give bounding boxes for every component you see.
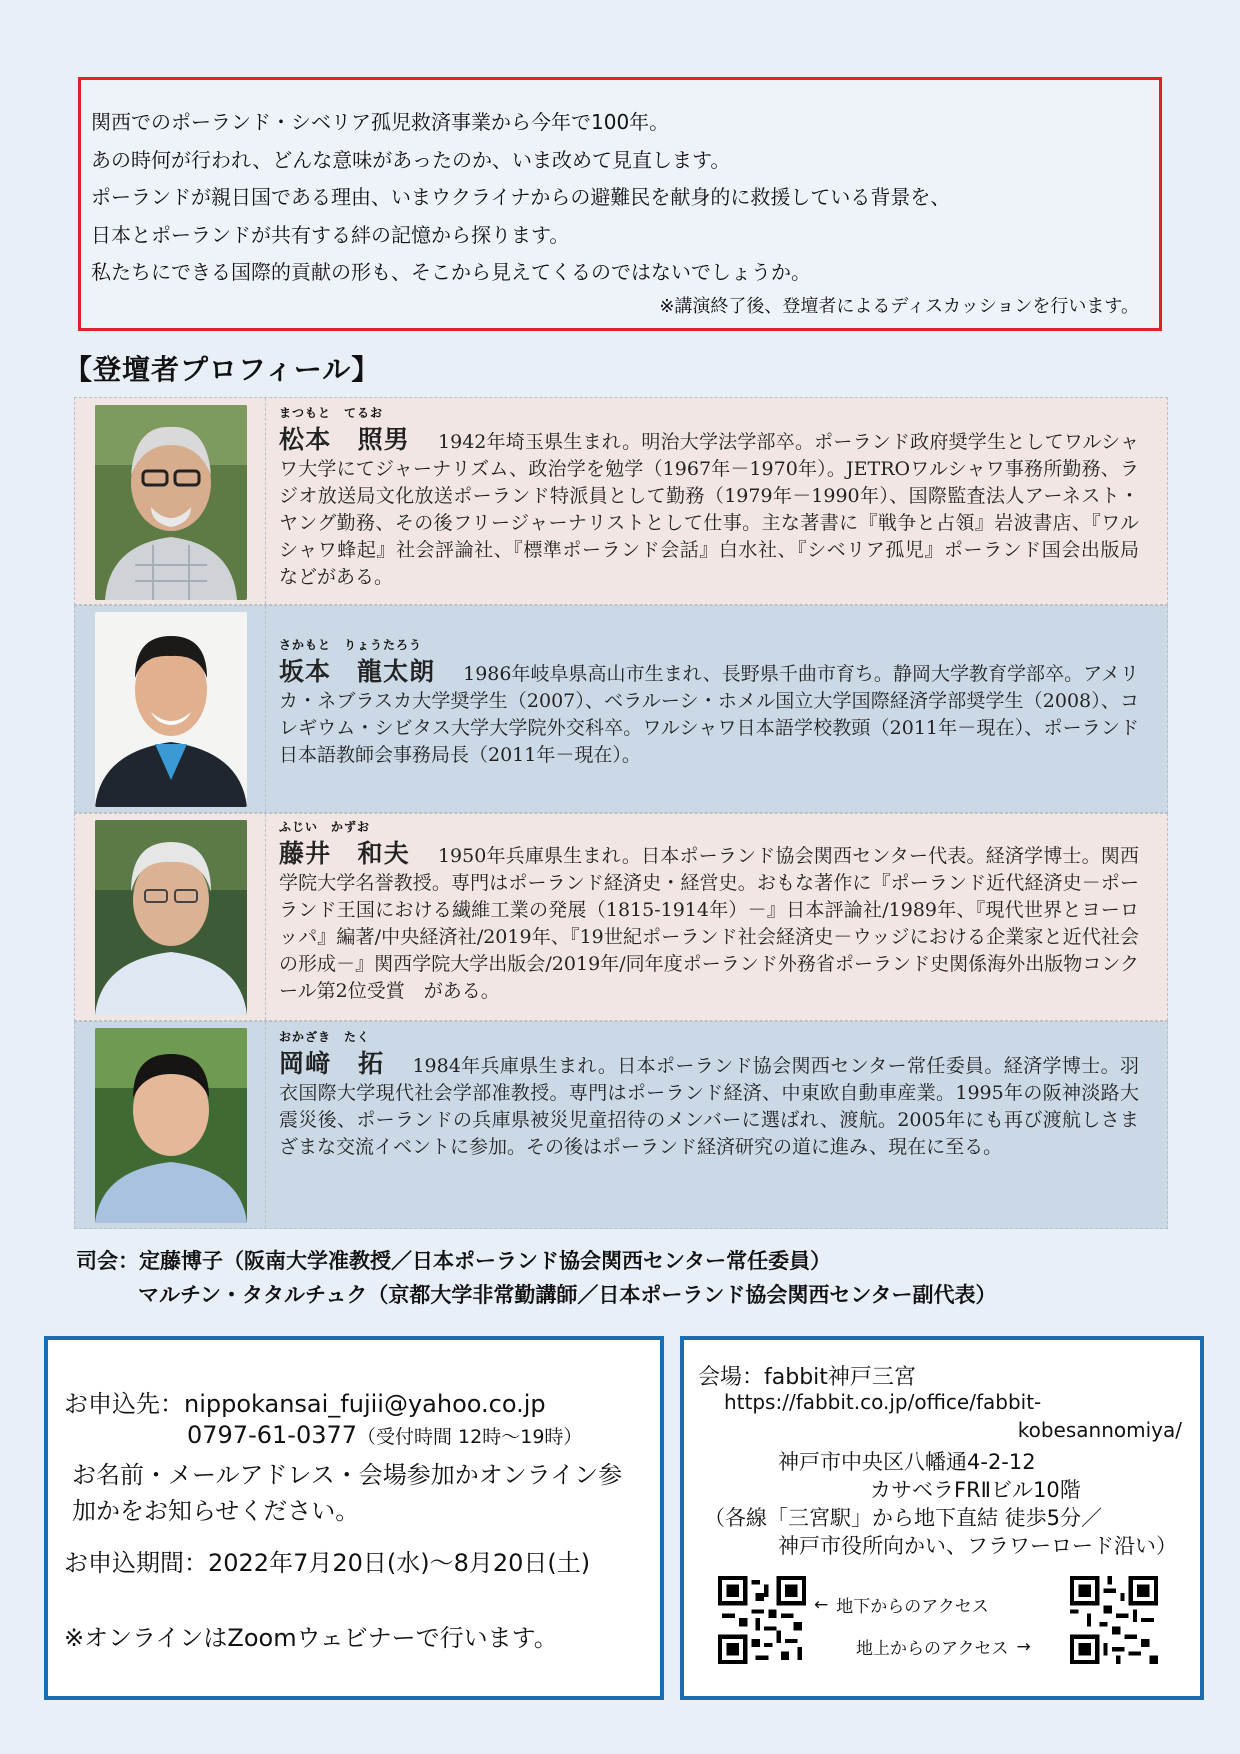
intro-line-2: あの時何が行われ、どんな意味があったのか、いま改めて見直します。	[91, 147, 731, 172]
speaker-name-reading: まつもと てるお	[279, 406, 384, 420]
application-phone	[64, 1421, 646, 1449]
speaker-bio-text: 1984年兵庫県生まれ。日本ポーランド協会関西センター常任委員。経済学博士。羽衣国際大学現代社会学部准教授。専門はポーランド経済、中東欧自動車産業。1995年の阪神淡路大震災後、ポーランドの兵庫県被災児童招待のメンバーに選ばれ、渡航。2005年にも再び渡航しさまざまな交流イベントに参加。その後はポーランド経済研究の道に進み、現在に至る。	[279, 1055, 1139, 1158]
venue-url-part2[interactable]: kobesannomiya/	[1017, 1418, 1182, 1442]
speaker-bio	[279, 658, 1139, 769]
speaker-photo	[95, 820, 247, 1015]
qr-code-underground	[718, 1576, 806, 1664]
speaker-profiles-heading: 【登壇者プロフィール】	[64, 353, 381, 386]
speaker-bio-text: 1942年埼玉県生まれ。明治大学法学部卒。ポーランド政府奨学生としてワルシャワ大学にてジャーナリズム、政治学を勉学（1967年－1970年）。JETROワルシャワ事務所勤務、ラジオ放送局文化放送ポーランド特派員として勤務（1979年－1990年）、国際監査法人アーネスト・ヤング勤務、その後フリージャーナリストとして仕事。主な著書に『戦争と占領』岩波書店、『ワルシャワ蜂起』社会評論社、『標準ポーランド会話』白水社、『シベリア孤児』ポーランド国会出版局 などがある。	[279, 431, 1159, 588]
arrow-left-icon: ←	[814, 1594, 829, 1615]
speaker-bio	[279, 1050, 1139, 1161]
speaker-photo	[95, 612, 247, 807]
speaker-card-okazaki	[74, 1021, 1168, 1229]
venue-access-line1: （各線「三宮駅」から地下直結 徒歩5分／	[704, 1506, 1103, 1530]
speaker-name: 松本 照男	[279, 425, 411, 454]
speaker-card-sakamoto	[74, 605, 1168, 813]
discussion-note: ※講演終了後、登壇者によるディスカッションを行います。	[659, 295, 1139, 317]
venue-address-line2: カサベラFRⅡビル10階	[870, 1478, 1081, 1502]
speaker-photo	[95, 405, 247, 600]
intro-line-1: 関西でのポーランド・シベリア孤児救済事業から今年で100年。	[91, 110, 670, 134]
application-period: お申込期間：2022年7月20日(水)～8月20日(土)	[64, 1549, 591, 1577]
venue-box	[680, 1336, 1204, 1700]
photo-column	[75, 814, 266, 1020]
speaker-bio-text: 1950年兵庫県生まれ。日本ポーランド協会関西センター代表。経済学博士。関西学院大学名誉教授。専門はポーランド経済史・経営史。おもな著作に『ポーランド近代経済史－ポーランド王国における繊維工業の発展（1815-1914年）－』日本評論社/1989年、『現代世界とヨーロッパ』編著/中央経済社/2019年、『19世紀ポーランド社会経済史－ウッジにおける企業家と近代社会の形成－』関西学院大学出版会/2019年/同年度ポーランド外務省ポーランド史関係海外出版物コンクール第2位受賞 がある。	[279, 845, 1139, 1002]
qr-underground-caption	[814, 1592, 989, 1617]
speaker-bio-text: 1986年岐阜県高山市生まれ、長野県千曲市育ち。静岡大学教育学部卒。アメリカ・ネブラスカ大学奨学生（2007）、ベラルーシ・ホメル国立大学国際経済学部奨学生（2008）、コレギウム・シビタス大学大学院外交科卒。ワルシャワ日本語学校教頭（2011年－現在）、ポーランド日本語教師会事務局長（2011年－現在）。	[279, 663, 1139, 766]
photo-column	[75, 1022, 266, 1228]
speaker-name: 坂本 龍太朗	[279, 657, 436, 686]
application-email	[64, 1384, 646, 1419]
speaker-name: 岡﨑 拓	[279, 1049, 385, 1078]
qr-ground-caption	[856, 1634, 1031, 1659]
moderator-line-1: 司会：定藤博子（阪南大学准教授／日本ポーランド協会関西センター常任委員）	[76, 1249, 832, 1273]
speaker-name-reading: おかざき たく	[279, 1030, 371, 1044]
arrow-right-icon: →	[1016, 1636, 1031, 1657]
speaker-name: 藤井 和夫	[279, 839, 410, 868]
online-note: ※オンラインはZoomウェビナーで行います。	[64, 1624, 558, 1652]
application-email-text[interactable]: お申込先：nippokansai_fujii@yahoo.co.jp	[64, 1390, 546, 1418]
intro-line-3: ポーランドが親日国である理由、いまウクライナからの避難民を献身的に救援している背景を、	[91, 185, 951, 209]
application-instructions: お名前・メールアドレス・会場参加かオンライン参加かをお知らせください。	[72, 1461, 623, 1525]
speaker-photo	[95, 1028, 247, 1223]
venue-address-line1: 神戸市中央区八幡通4-2-12	[778, 1450, 1036, 1474]
application-box	[44, 1336, 664, 1700]
venue-access-line2: 神戸市役所向かい、フラワーロード沿い）	[778, 1534, 1177, 1558]
moderators	[76, 1244, 996, 1312]
photo-column	[75, 606, 266, 812]
speaker-card-fujii	[74, 813, 1168, 1021]
intro-line-4: 日本とポーランドが共有する絆の記憶から探ります。	[91, 222, 570, 247]
moderator-line-2: マルチン・タタルチュク（京都大学非常勤講師／日本ポーランド協会関西センター副代表）	[138, 1283, 997, 1307]
speaker-profiles	[74, 397, 1168, 1234]
intro-box	[78, 77, 1162, 331]
phone-number[interactable]: 0797-61-0377	[187, 1421, 358, 1449]
qr-code-ground	[1070, 1576, 1158, 1664]
speaker-bio	[279, 840, 1139, 1005]
speaker-bio	[279, 425, 1159, 591]
qr-ground-label: 地上からのアクセス	[856, 1639, 1009, 1659]
venue-url-part1[interactable]: https://fabbit.co.jp/office/fabbit-	[724, 1390, 1042, 1414]
phone-hours: （受付時間 12時～19時）	[357, 1426, 583, 1448]
venue-name: 会場：fabbit神戸三宮	[698, 1365, 916, 1390]
speaker-card-matsumoto	[74, 397, 1168, 605]
speaker-name-reading: さかもと りょうたろう	[279, 638, 423, 652]
photo-column	[75, 398, 266, 604]
speaker-name-reading: ふじい かずお	[279, 820, 371, 834]
intro-line-5: 私たちにできる国際的貢献の形も、そこから見えてくるのではないでしょうか。	[91, 260, 811, 284]
qr-underground-label: 地下からのアクセス	[836, 1597, 989, 1617]
